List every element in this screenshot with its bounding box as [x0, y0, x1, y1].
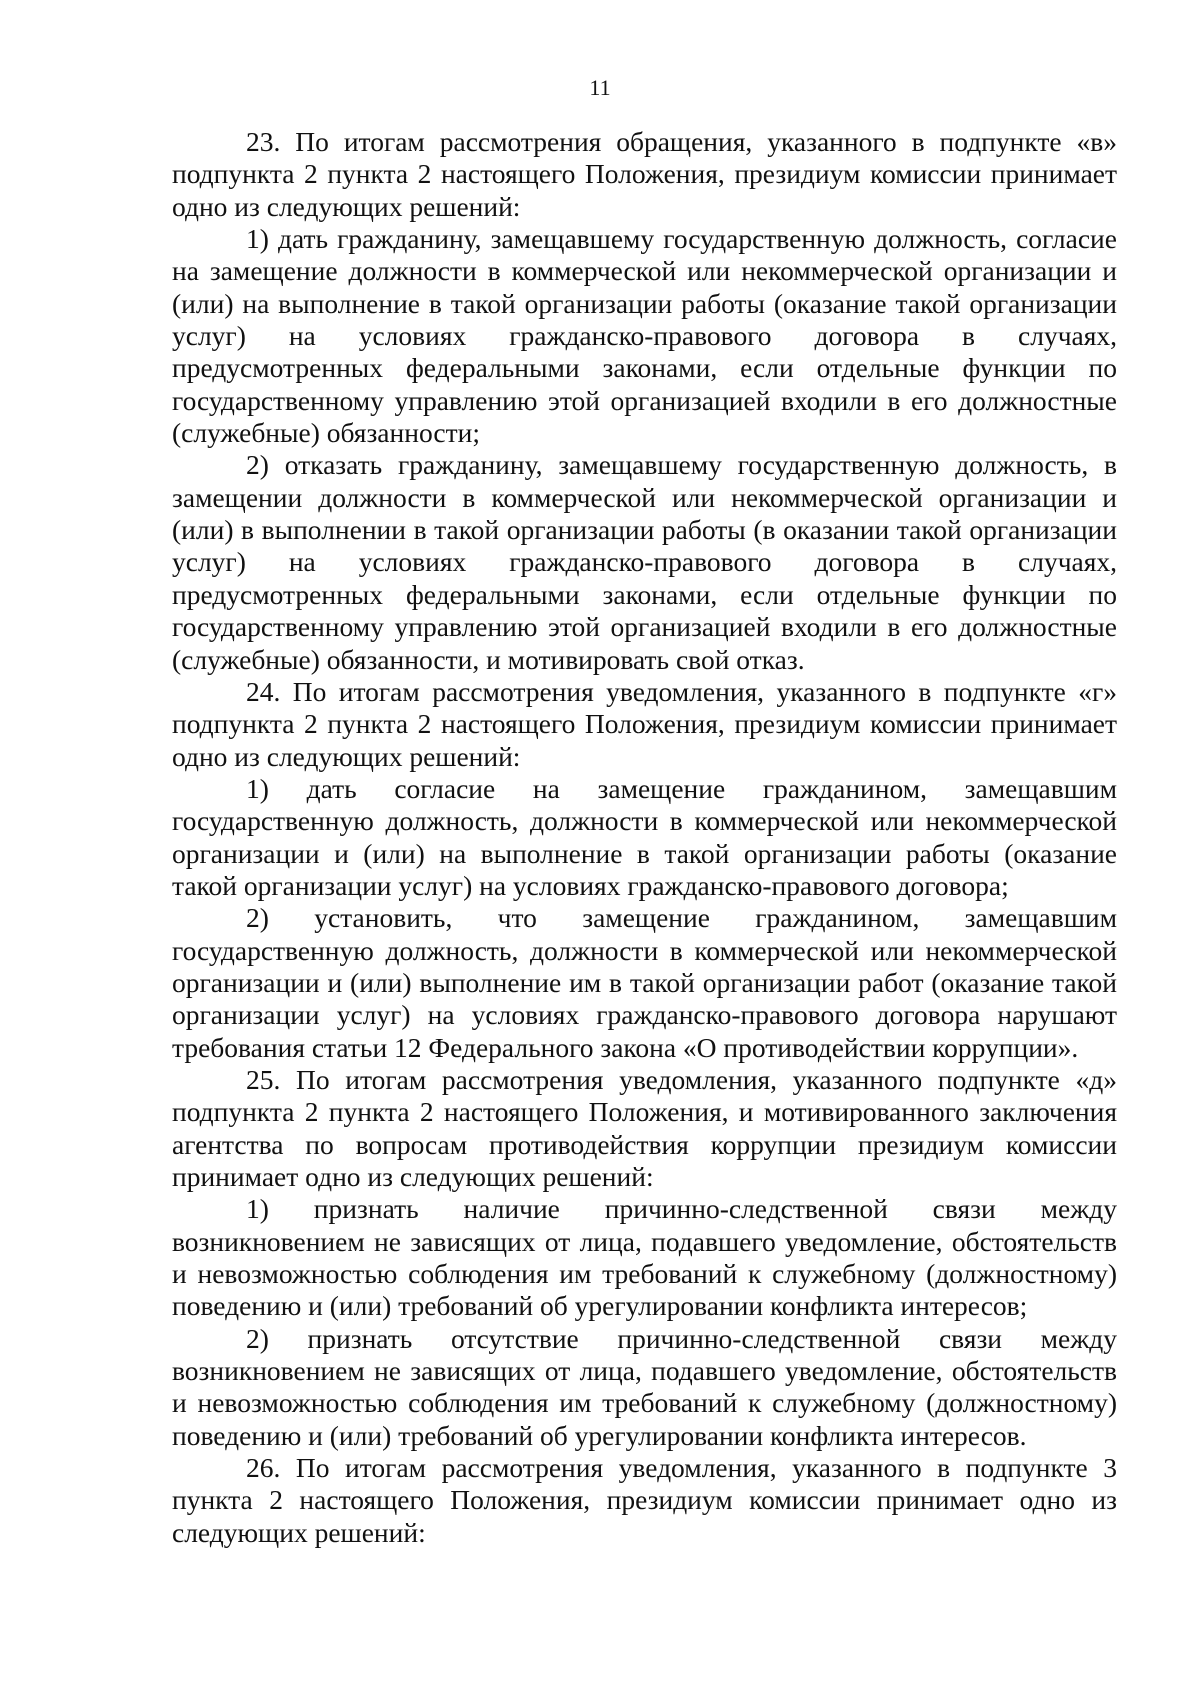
paragraph-26-intro: 26. По итогам рассмотрения уведомления, указанного в подпункте 3 пункта 2 настоящего Положения, президиум комиссии принимает одно из следующих решений:	[172, 1452, 1117, 1548]
paragraph-24-intro: 24. По итогам рассмотрения уведомления, указанного в подпункте «г» подпункта 2 пункта 2 настоящего Положения, президиум комиссии принимает одно из следующих решений:	[172, 675, 1117, 772]
paragraph-23-item-1: 1) дать гражданину, замещавшему государственную должность, согласие на замещение должности в коммерческой или некоммерческой организации и (или) на выполнение в такой организации работы (оказание такой организации услуг) на условиях гражданско-правового договора в случаях, предусмотренных федеральными законами, если отдельные функции по государственному управлению этой организацией входили в его должностные (служебные) обязанности;	[172, 223, 1117, 449]
document-body	[172, 126, 1117, 1549]
paragraph-23-item-2: 2) отказать гражданину, замещавшему государственную должность, в замещении должности в коммерческой или некоммерческой организации и (или) в выполнении в такой организации работы (в оказании такой организации услуг) на условиях гражданско-правового договора в случаях, предусмотренных федеральными законами, если отдельные функции по государственному управлению этой организацией входили в его должностные (служебные) обязанности, и мотивировать свой отказ.	[172, 449, 1117, 675]
paragraph-23-intro: 23. По итогам рассмотрения обращения, указанного в подпункте «в» подпункта 2 пункта 2 настоящего Положения, президиум комиссии принимает одно из следующих решений:	[172, 126, 1117, 222]
paragraph-25-item-2: 2) признать отсутствие причинно-следственной связи между возникновением не зависящих от лица, подавшего уведомление, обстоятельств и невозможностью соблюдения им требований к служебному (должностному) поведению и (или) требований об урегулировании конфликта интересов.	[172, 1322, 1117, 1451]
paragraph-24-item-2: 2) установить, что замещение гражданином, замещавшим государственную должность, должности в коммерческой или некоммерческой организации и (или) выполнение им в такой организации работ (оказание такой организации услуг) на условиях гражданско-правового договора нарушают требования статьи 12 Федерального закона «О противодействии коррупции».	[172, 902, 1117, 1063]
page-number: 11	[589, 75, 611, 100]
paragraph-25-intro: 25. По итогам рассмотрения уведомления, указанного подпункте «д» подпункта 2 пункта 2 настоящего Положения, и мотивированного заключения агентства по вопросам противодействия коррупции президиум комиссии принимает одно из следующих решений:	[172, 1063, 1117, 1192]
paragraph-25-item-1: 1) признать наличие причинно-следственной связи между возникновением не зависящих от лица, подавшего уведомление, обстоятельств и невозможностью соблюдения им требований к служебному (должностному) поведению и (или) требований об урегулировании конфликта интересов;	[172, 1193, 1117, 1322]
paragraph-24-item-1: 1) дать согласие на замещение гражданином, замещавшим государственную должность, должности в коммерческой или некоммерческой организации и (или) на выполнение в такой организации работы (оказание такой организации услуг) на условиях гражданско-правового договора;	[172, 772, 1117, 901]
